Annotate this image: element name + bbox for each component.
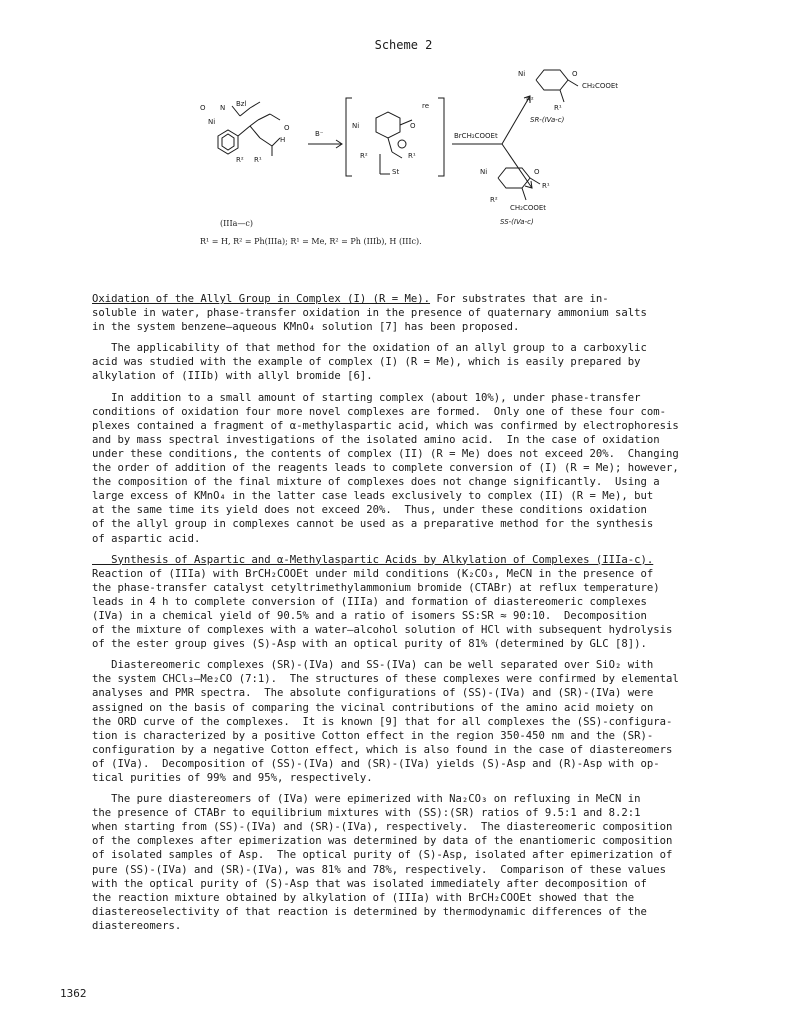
label-o: O	[200, 104, 206, 112]
line-text: of the allyl group in complexes cannot be used as a preparative method for the synthesis	[92, 518, 654, 531]
text-line	[92, 553, 752, 567]
label-n: N	[220, 104, 226, 112]
line-text: alkylation of (IIIb) with allyl bromide [6].	[92, 370, 373, 383]
label-r2-bottom: R²	[490, 196, 498, 204]
text-line	[92, 891, 752, 905]
text-line	[92, 877, 752, 891]
line-text: of aspartic acid.	[92, 532, 201, 545]
paragraph	[92, 792, 752, 933]
text-line	[92, 806, 752, 820]
line-text: the reaction mixture obtained by alkylation of (IIIa) with BrCH₂COOEt showed that the	[92, 891, 635, 904]
line-text: In addition to a small amount of starting complex (about 10%), under phase-transfer	[92, 391, 641, 404]
text-line	[92, 919, 752, 933]
text-line	[92, 658, 752, 672]
label-reagent-b: B⁻	[315, 130, 324, 138]
scheme-diagram	[180, 58, 700, 284]
text-line	[92, 792, 752, 806]
line-text: diastereomers.	[92, 919, 182, 932]
label-r2-int: R²	[360, 152, 368, 160]
label-start-compound: (IIIa—c)	[220, 219, 253, 228]
label-r1-int: R¹	[408, 152, 416, 160]
line-text: leads in 4 h to complete conversion of (IIIa) and formation of diastereomeric complexes	[92, 595, 647, 608]
line-text: the composition of the final mixture of complexes does not change significantly. Using a	[92, 476, 660, 489]
text-line	[92, 567, 752, 581]
line-text: soluble in water, phase-transfer oxidation in the presence of quaternary ammonium salts	[92, 307, 647, 320]
line-text: in the system benzene—aqueous KMnO₄ solution [7] has been proposed.	[92, 321, 520, 334]
label-r1-start: R¹	[254, 156, 262, 164]
label-r1-top: R¹	[554, 104, 562, 112]
line-text: assigned on the basis of comparing the vicinal contributions of the amino acid moiety on	[92, 701, 654, 714]
scheme-substituents: R¹ = H, R² = Ph(IIIa); R¹ = Me, R² = Ph (IIIb), H (IIIc).	[200, 237, 422, 246]
label-ni-bottom: Ni	[480, 168, 488, 176]
text-line	[92, 355, 752, 369]
text-line	[92, 517, 752, 531]
page-number: 1362	[60, 987, 87, 1000]
line-text: the presence of CTABr to equilibrium mixtures with (SS):(SR) ratios of 9.5:1 and 8.2:1	[92, 807, 641, 820]
label-ni-top: Ni	[518, 70, 526, 78]
text-line	[92, 433, 752, 447]
text-line	[92, 771, 752, 785]
line-text: pure (SS)-(IVa) and (SR)-(IVa), was 81% and 78%, respectively. Comparison of these values	[92, 863, 667, 876]
section-heading: Synthesis of Aspartic and α-Methylaspartic Acids by Alkylation of Complexes (IIIa-c).	[92, 553, 654, 566]
line-text: with the optical purity of (S)-Asp that was isolated immediately after decomposition of	[92, 877, 647, 890]
label-r2-top: R²	[526, 96, 534, 104]
text-line	[92, 461, 752, 475]
text-line	[92, 391, 752, 405]
label-ch2cooet-bottom: CH₂COOEt	[510, 204, 547, 212]
line-text: acid was studied with the example of complex (I) (R = Me), which is easily prepared by	[92, 356, 641, 369]
line-text: the order of addition of the reagents leads to complete conversion of (I) (R = Me); however,	[92, 462, 679, 475]
line-text: diastereoselectivity of that reaction is determined by thermodynamic differences of the	[92, 905, 647, 918]
text-line	[92, 369, 752, 383]
line-text: Diastereomeric complexes (SR)-(IVa) and SS-(IVa) can be well separated over SiO₂ with	[92, 659, 654, 672]
text-line	[92, 320, 752, 334]
text-line	[92, 292, 752, 306]
line-text: (IVa) in a chemical yield of 90.5% and a ratio of isomers SS:SR ≈ 90:10. Decomposition	[92, 609, 647, 622]
line-text: the system CHCl₃—Me₂CO (7:1). The structures of these complexes were confirmed by elemental	[92, 673, 679, 686]
label-o-bottom: O	[534, 168, 540, 176]
label-r2-start: R²	[236, 156, 244, 164]
text-line	[92, 503, 752, 517]
text-line	[92, 715, 752, 729]
line-text: plexes contained a fragment of α-methylaspartic acid, which was confirmed by electrophoresis	[92, 419, 679, 432]
line-text: tion is characterized by a positive Cotton effect in the region 350-450 nm and the (SR)-	[92, 729, 654, 742]
reaction-scheme	[180, 58, 700, 284]
text-line	[92, 686, 752, 700]
label-reagent-ester: BrCH₂COOEt	[454, 132, 498, 140]
label-product-sr: SR-(IVa-c)	[530, 116, 565, 124]
text-line	[92, 341, 752, 355]
text-line	[92, 701, 752, 715]
label-product-ss: SS-(IVa-c)	[500, 218, 534, 226]
line-text: of the ester group gives (S)-Asp with an optical purity of 81% (determined by GLC [8]).	[92, 638, 647, 651]
line-text: analyses and PMR spectra. The absolute configurations of (SS)-(IVa) and (SR)-(IVa) were	[92, 687, 654, 700]
text-line	[92, 419, 752, 433]
line-text: under these conditions, the contents of complex (II) (R = Me) does not exceed 20%. Changing	[92, 447, 679, 460]
line-text: of the mixture of complexes with a water—alcohol solution of HCl with subsequent hydrolysis	[92, 624, 673, 637]
line-text: of the complexes after epimerization was determined by data of the enantiomeric composition	[92, 835, 673, 848]
line-text: The pure diastereomers of (IVa) were epimerized with Na₂CO₃ on refluxing in MeCN in	[92, 793, 641, 806]
paragraph	[92, 658, 752, 785]
label-ni: Ni	[208, 118, 216, 126]
line-text: the ORD curve of the complexes. It is known [9] that for all complexes the (SS)-configura-	[92, 715, 673, 728]
text-line	[92, 405, 752, 419]
line-text: when starting from (SS)-(IVa) and (SR)-(IVa), respectively. The diastereomeric composition	[92, 821, 673, 834]
text-line	[92, 848, 752, 862]
label-ch2cooet-top: CH₂COOEt	[582, 82, 619, 90]
line-text: at the same time its yield does not exceed 20%. Thus, under these conditions oxidation	[92, 504, 647, 517]
start-complex	[218, 102, 280, 156]
label-o-top: O	[572, 70, 578, 78]
section-heading: Oxidation of the Allyl Group in Complex (I) (R = Me).	[92, 293, 431, 305]
label-ni-int: Ni	[352, 122, 360, 130]
label-bzl: Bzl	[236, 100, 247, 108]
line-text: For substrates that are in-	[430, 293, 609, 305]
line-text: conditions of oxidation four more novel complexes are formed. Only one of these four com-	[92, 405, 667, 418]
label-h: H	[280, 136, 286, 144]
line-text: The applicability of that method for the oxidation of an allyl group to a carboxylic	[92, 342, 647, 355]
text-line	[92, 581, 752, 595]
text-line	[92, 489, 752, 503]
text-line	[92, 863, 752, 877]
paragraph	[92, 292, 752, 334]
text-line	[92, 820, 752, 834]
label-r1-bottom: R¹	[542, 182, 550, 190]
text-line	[92, 306, 752, 320]
paragraph	[92, 391, 752, 546]
line-text: Reaction of (IIIa) with BrCH₂COOEt under mild conditions (K₂CO₃, MeCN in the presence of	[92, 567, 654, 580]
text-line	[92, 532, 752, 546]
text-line	[92, 834, 752, 848]
text-line	[92, 729, 752, 743]
text-line	[92, 905, 752, 919]
text-line	[92, 743, 752, 757]
label-o2: O	[284, 124, 290, 132]
paragraph	[92, 553, 752, 652]
line-text: configuration by a negative Cotton effect, which is also found in the case of diastereomers	[92, 743, 673, 756]
text-line	[92, 757, 752, 771]
line-text: of (IVa). Decomposition of (SS)-(IVa) and (SR)-(IVa) yields (S)-Asp and (R)-Asp with op-	[92, 757, 660, 770]
article-body	[92, 292, 752, 940]
intermediate-complex	[346, 98, 444, 176]
line-text: large excess of KMnO₄ in the latter case leads exclusively to complex (II) (R = Me), but	[92, 490, 654, 503]
line-text: of isolated samples of Asp. The optical purity of (S)-Asp, isolated after epimerization of	[92, 849, 673, 862]
scheme-title: Scheme 2	[374, 38, 433, 52]
text-line	[92, 447, 752, 461]
label-st: St	[392, 168, 400, 176]
text-line	[92, 637, 752, 651]
text-line	[92, 672, 752, 686]
text-line	[92, 623, 752, 637]
line-text: and by mass spectral investigations of the isolated amino acid. In the case of oxidation	[92, 433, 660, 446]
text-line	[92, 609, 752, 623]
label-o-int: O	[410, 122, 416, 130]
paragraph	[92, 341, 752, 383]
line-text: the phase-transfer catalyst cetyltrimethylammonium bromide (CTABr) at reflux temperature)	[92, 581, 660, 594]
text-line	[92, 595, 752, 609]
text-line	[92, 475, 752, 489]
line-text: tical purities of 99% and 95%, respectively.	[92, 772, 373, 784]
label-bracket-charge: re	[422, 102, 430, 110]
